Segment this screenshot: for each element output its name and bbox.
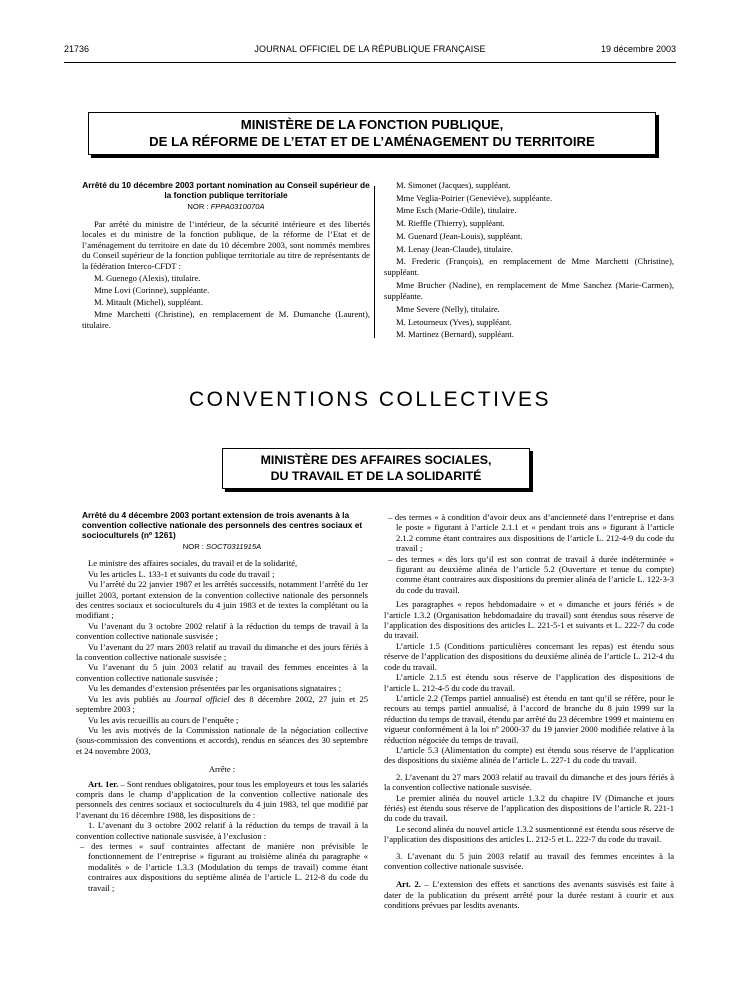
- paragraph: Vu les articles L. 133-1 et suivants du code du travail ;: [88, 568, 275, 579]
- name-entry: M. Martinez (Bernard), suppléant.: [396, 329, 514, 340]
- name-entry: Mme Marchetti (Christine), en remplacement de M. Dumanche (Laurent), titulaire.: [82, 309, 370, 330]
- ministry-line-1: MINISTÈRE DES AFFAIRES SOCIALES,: [260, 453, 492, 467]
- journal-title: JOURNAL OFFICIEL DE LA RÉPUBLIQUE FRANÇAISE: [254, 44, 486, 54]
- arrete-word: Arrête :: [208, 764, 236, 775]
- ministry-line-2: DE LA RÉFORME DE L’ETAT ET DE L’AMÉNAGEMENT DU TERRITOIRE: [149, 134, 595, 149]
- paragraph: Les paragraphes « repos hebdomadaire » et « dimanche et jours fériés » de l’article 1.3.2 (Organisation hebdomadaire du travail) sont étendus sous réserve de l’application des dispositions des articles L. 221-5-1 et suivants et L. 222-7 du code du travail.: [384, 599, 674, 641]
- paragraph: Le second alinéa du nouvel article 1.3.2 susmentionné est étendu sous réserve de l’application des dispositions des articles L. 212-5 et L. 222-7 du code du travail.: [384, 823, 674, 845]
- paragraph-journal-officiel: [76, 694, 368, 715]
- name-entry: Mme Lovi (Corinne), suppléante.: [94, 285, 210, 295]
- article-2-text: – L’extension des effets et sanctions des avenants susvisés est faite à dater de la publication du présent arrêté pour la durée restant à courir et aux conditions prévues par lesdits avenants.: [384, 879, 675, 911]
- item-3: 3. L’avenant du 5 juin 2003 relatif au travail des femmes enceintes à la convention collective nationale susvisée.: [384, 850, 674, 871]
- ministry-box-affaires-sociales: [222, 448, 530, 489]
- journal-officiel-italic: Journal officiel: [175, 693, 230, 704]
- nor-label: NOR :: [187, 202, 209, 211]
- nor-code: FPPA0310070A: [210, 202, 265, 211]
- paragraph: L’article 5.3 (Alimentation du compte) est étendu sous réserve de l’application des dispositions du sixième alinéa de l’article L. 227-1 du code du travail.: [384, 744, 674, 766]
- nor-reference: [76, 542, 368, 552]
- paragraph: L’article 2.1.5 est étendu sous réserve de l’application des dispositions de l’article L. 212-4-5 du code du travail.: [384, 672, 674, 693]
- item-1: 1. L’avenant du 3 octobre 2002 relatif à la réduction du temps de travail à la convention collective nationale susvisée, à l’exclusion :: [76, 820, 368, 841]
- paragraph: Vu les avis motivés de la Commission nationale de la négociation collective (sous-commission des conventions et accords), rendus en séances des 30 septembre et 24 novembre 2003,: [76, 724, 368, 756]
- item-2: 2. L’avenant du 27 mars 2003 relatif au travail du dimanche et des jours fériés à la convention collective nationale susvisée.: [384, 771, 674, 793]
- names-list-right: [384, 180, 674, 342]
- name-entry: Mme Brucher (Nadine), en remplacement de Mme Sanchez (Marie-Carmen), suppléante.: [384, 280, 674, 302]
- paragraph: L’article 2.2 (Temps partiel annualisé) est étendu en tant qu’il se réfère, pour le recours au temps partiel annualisé, à l’accord de branche du 8 juin 1999 sur la réduction du temps de travail, étendu par arrêté du 23 décembre 1999 et maintenu en vigueur conformément à la loi nº 2000-37 du 19 janvier 2000 modifiée relative à la réduction négociée du temps de travail.: [384, 692, 674, 745]
- issue-date: 19 décembre 2003: [600, 44, 676, 54]
- name-entry: Mme Veglia-Poirier (Geneviève), suppléante.: [396, 192, 553, 203]
- section-title: CONVENTIONS COLLECTIVES: [188, 388, 552, 411]
- article-1-label: Art. 1er.: [88, 778, 119, 789]
- name-entry: M. Guenego (Alexis), titulaire.: [94, 273, 201, 283]
- paragraph: Vu les demandes d’extension présentées par les organisations signataires ;: [88, 683, 342, 694]
- arrete-nomination-title: Arrêté du 10 décembre 2003 portant nomination au Conseil supérieur de la fonction publique territoriale: [82, 180, 370, 200]
- running-header: [64, 44, 676, 58]
- paragraph: Le ministre des affaires sociales, du travail et de la solidarité,: [88, 558, 298, 569]
- name-entry: Mme Severe (Nelly), titulaire.: [396, 304, 500, 315]
- name-entry: M. Guenard (Jean-Louis), suppléant.: [396, 230, 523, 241]
- text-fragment: des 8 décembre 2002, 27 juin et 25 septembre 2003 ;: [76, 693, 368, 715]
- paragraph: Vu l’avenant du 3 octobre 2002 relatif à la réduction du temps de travail à la convention collective nationale susvisée ;: [76, 620, 368, 642]
- nor-code: SOCT0311915A: [206, 542, 262, 551]
- names-list-left: [82, 273, 370, 330]
- paragraph: Le premier alinéa du nouvel article 1.3.2 du chapitre IV (Dimanche et jours fériés) est étendu sous réserve de l’application des dispositions de l’article R. 221-1 du code du travail.: [384, 792, 674, 824]
- header-rule: [64, 62, 676, 63]
- arrete-extension-title: Arrêté du 4 décembre 2003 portant extension de trois avenants à la convention collective nationale des personnels des centres sociaux et socioculturels (nº 1261): [82, 510, 363, 540]
- arrete-extension-left-column: [76, 510, 368, 893]
- ministry-line-2: DU TRAVAIL ET DE LA SOLIDARITÉ: [270, 469, 482, 483]
- page-number: 21736: [64, 44, 90, 54]
- article-1: [76, 779, 368, 821]
- paragraph: L’article 1.5 (Conditions particulières concernant les repas) est étendu sous réserve de l’application des dispositions du deuxième alinéa de l’article L. 212-4 du code du travail.: [384, 640, 674, 672]
- article-2: [384, 879, 674, 910]
- exclusion-item: – des termes « à condition d’avoir deux ans d’ancienneté dans l’entreprise et dans le poste » figurant à l’article 2.1.1 et « pendant trois ans » figurant à l’article 2.1.2 comme étant contraires aux dispositions de l’article L. 212-4-9 du code du travail ;: [388, 512, 674, 554]
- article-2-label: Art. 2.: [396, 879, 421, 890]
- paragraph: Vu l’arrêté du 22 janvier 1987 et les arrêtés successifs, notamment l’arrêté du 1er juillet 2003, portant extension de la convention collective nationale des personnels des centres sociaux et socioculturels du 4 juin 1983 et de textes la complétant ou la modifiant ;: [76, 579, 368, 621]
- ministry-line-1: MINISTÈRE DE LA FONCTION PUBLIQUE,: [240, 117, 504, 132]
- article-1-text: – Sont rendues obligatoires, pour tous les employeurs et tous les salariés compris dans le champ d’application de la convention collective nationale des personnels des centres sociaux et socioculturels du 4 juin 1983, tel que modifié par l’avenant du 16 décembre 1988, les dispositions de :: [76, 778, 368, 820]
- column-separator: [374, 186, 375, 338]
- nor-reference: [82, 202, 370, 213]
- name-entry: M. Rieffle (Thierry), suppléant.: [396, 218, 505, 229]
- paragraph: Vu l’avenant du 27 mars 2003 relatif au travail du dimanche et des jours fériés à la convention collective nationale susvisée ;: [76, 641, 368, 663]
- nor-label: NOR :: [182, 542, 204, 551]
- name-entry: M. Lenay (Jean-Claude), titulaire.: [396, 243, 513, 254]
- ministry-box-fonction-publique: [88, 112, 656, 155]
- name-entry: M. Mitault (Michel), suppléant.: [94, 297, 203, 307]
- arrete-nomination-left-column: [82, 180, 370, 332]
- exclusion-item: – des termes « dès lors qu’il est son contrat de travail à durée indéterminée » figurant au deuxième alinéa de l’article 5.2 (Ouverture et tenue du compte) comme étant contraires aux dispositions du premier alinéa de l’article L. 122-3-3 du code du travail.: [388, 553, 674, 595]
- text-fragment: Vu les avis publiés au: [88, 693, 171, 704]
- name-entry: M. Frederic (François), en remplacement de Mme Marchetti (Christine), suppléant.: [384, 256, 674, 278]
- arrete-extension-right-column: [384, 512, 674, 911]
- exclusion-item: – des termes « sauf contraintes affectant de manière non prévisible le fonctionnement de l’entreprise » figurant au troisième alinéa du paragraphe « modalités » de l’article 1.3.3 (Modulation du temps de travail) comme étant contraires aux dispositions du septième alinéa de l’article L. 212-8 du code du travail ;: [80, 840, 368, 893]
- name-entry: Mme Esch (Marie-Odile), titulaire.: [396, 205, 517, 216]
- name-entry: M. Simonet (Jacques), suppléant.: [396, 180, 511, 190]
- paragraph: Vu les avis recueillis au cours de l’enquête ;: [88, 714, 239, 725]
- paragraph: Vu l’avenant du 5 juin 2003 relatif au travail des femmes enceintes à la convention collective nationale susvisée ;: [76, 662, 368, 683]
- arrete-nomination-intro: Par arrêté du ministre de l’intérieur, de la sécurité intérieure et des libertés locales et du ministre de la fonction publique, de la réforme de l’Etat et de l’aménagement du territoire en date du 10 décembre 2003, sont nommés membres du Conseil supérieur de la fonction publique territoriale au titre de représentants de la fédération Interco-CFDT :: [82, 218, 370, 271]
- name-entry: M. Letourneux (Yves), suppléant.: [396, 316, 512, 327]
